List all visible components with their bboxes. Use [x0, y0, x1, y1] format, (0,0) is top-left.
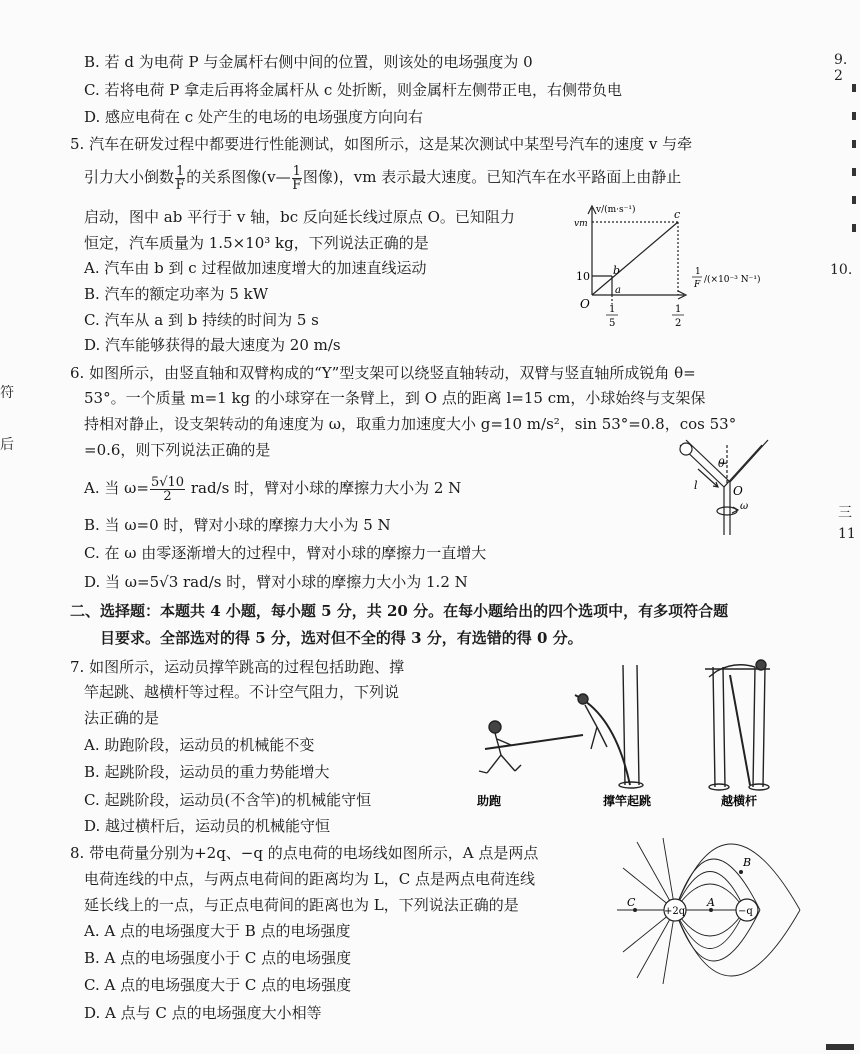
- graph-tick-1-2-num: 1: [675, 304, 682, 315]
- q4-option-c: C. 若将电荷 P 拿走后再将金属杆从 c 处折断，则金属杆左侧带正电，右侧带负电: [84, 81, 623, 99]
- q8-option-b: B. A 点的电场强度小于 C 点的电场强度: [84, 949, 352, 967]
- graph-tick-1-5-num: 1: [609, 304, 616, 315]
- graph-point-c: c: [674, 208, 681, 221]
- charge-plus-2q: +2q: [664, 906, 686, 917]
- q6-stem-line4: =0.6，则下列说法正确的是: [84, 441, 271, 459]
- bar-clearance-illustration: [705, 660, 770, 790]
- q7-option-b: B. 起跳阶段，运动员的重力势能增大: [84, 763, 330, 781]
- fig-l: l: [694, 479, 698, 492]
- fig-O: O: [733, 484, 743, 498]
- caption-run: 助跑: [477, 794, 502, 808]
- q5-option-c: C. 汽车从 a 到 b 持续的时间为 5 s: [84, 311, 319, 329]
- point-C: C: [627, 896, 636, 909]
- graph-tick-10: 10: [576, 270, 590, 283]
- edge-fragment: [852, 84, 856, 244]
- edge-fragment: 三: [838, 505, 852, 521]
- graph-origin: O: [580, 297, 590, 311]
- q4-option-b: B. 若 d 为电荷 P 与金属杆右侧中间的位置，则该处的电场强度为 0: [84, 53, 533, 71]
- graph-x-label-den: F: [694, 280, 701, 290]
- graph-tick-1-5-den: 5: [609, 318, 616, 329]
- q8-stem-line1: 8. 带电荷量分别为+2q、−q 的点电荷的电场线如图所示，A 点是两点: [70, 844, 539, 862]
- q6-option-c: C. 在 ω 由零逐渐增大的过程中，臂对小球的摩擦力一直增大: [84, 544, 487, 562]
- watermark-logo: [826, 1044, 854, 1050]
- q7-option-c: C. 起跳阶段，运动员(不含竿)的机械能守恒: [84, 791, 372, 809]
- section2-heading-line2: 目要求。全部选对的得 5 分，选对但不全的得 3 分，有选错的得 0 分。: [100, 629, 583, 647]
- edge-fragment: 9. 2: [834, 52, 848, 84]
- q6-y-frame-figure: [660, 435, 780, 540]
- q7-option-d: D. 越过横杆后，运动员的机械能守恒: [84, 817, 331, 835]
- graph-y-axis-label: v/(m·s⁻¹): [596, 205, 636, 215]
- q6-stem-line1: 6. 如图所示，由竖直轴和双臂构成的“Y”型支架可以绕竖直轴转动，双臂与竖直轴所成锐角 θ=: [70, 364, 696, 382]
- q5-v-1overF-graph: [570, 200, 790, 330]
- q8-option-c: C. A 点的电场强度大于 C 点的电场强度: [84, 976, 352, 994]
- graph-point-b: b: [613, 264, 621, 277]
- q6-option-d: D. 当 ω=5√3 rad/s 时，臂对小球的摩擦力大小为 1.2 N: [84, 573, 468, 591]
- q7-stem-line2: 竿起跳、越横杆等过程。不计空气阻力，下列说: [84, 683, 400, 701]
- q8-stem-line3: 延长线上的一点，与正点电荷间的距离也为 L，下列说法正确的是: [84, 896, 519, 914]
- edge-fragment: 11: [838, 526, 856, 542]
- point-A: A: [707, 896, 715, 909]
- q7-stem-line1: 7. 如图所示，运动员撑竿跳高的过程包括助跑、撑: [70, 658, 405, 676]
- charge-minus-q: −q: [738, 906, 753, 917]
- q5-option-d: D. 汽车能够获得的最大速度为 20 m/s: [84, 336, 341, 354]
- q4-option-d: D. 感应电荷在 c 处产生的电场的电场强度方向向右: [84, 108, 423, 126]
- fig-theta: θ: [718, 457, 725, 470]
- q8-stem-line2: 电荷连线的中点，与两点电荷间的距离均为 L，C 点是两点电荷连线: [84, 870, 535, 888]
- q7-stem-line3: 法正确的是: [84, 709, 160, 727]
- graph-x-label-num: 1: [695, 267, 701, 277]
- q5-option-a: A. 汽车由 b 到 c 过程做加速度增大的加速直线运动: [84, 259, 427, 277]
- q5-stem-line4: 恒定，汽车质量为 1.5×10³ kg，下列说法正确的是: [84, 234, 429, 252]
- q6-stem-line2: 53°。一个质量 m=1 kg 的小球穿在一条臂上，到 O 点的距离 l=15 cm，小球始终与支架保: [84, 389, 706, 407]
- runner-illustration: [479, 721, 583, 773]
- edge-fragment: 后: [0, 437, 14, 453]
- caption-takeoff: 撑竿起跳: [603, 794, 652, 808]
- q5-stem-line1: 5. 汽车在研发过程中都要进行性能测试，如图所示，这是某次测试中某型号汽车的速度 v 与牵: [70, 135, 693, 153]
- fig-omega: ω: [740, 501, 749, 512]
- edge-fragment: 符: [0, 385, 14, 401]
- q7-pole-vault-figure: [465, 655, 785, 815]
- takeoff-illustration: [575, 665, 643, 788]
- section2-heading-line1: 二、选择题：本题共 4 小题，每小题 5 分，共 20 分。在每小题给出的四个选项中，有多项符合题: [70, 602, 729, 620]
- q8-field-lines-figure: [615, 838, 805, 988]
- q5-option-b: B. 汽车的额定功率为 5 kW: [84, 285, 269, 303]
- edge-fragment: 10.: [830, 262, 853, 278]
- graph-vm-label: vm: [574, 219, 588, 229]
- q5-stem-line2: 引力大小倒数 $\frac{1}{F}$ 的关系图像(v— $\frac{1}{F}$ 图像)，vm 表示最大速度。已知汽车在水平路面上由静止: [84, 163, 682, 193]
- point-B: B: [743, 856, 752, 869]
- graph-tick-1-2-den: 2: [675, 318, 682, 329]
- graph-point-a: a: [615, 285, 621, 296]
- q6-stem-line3: 持相对静止，设支架转动的角速度为 ω，取重力加速度大小 g=10 m/s²，sin 53°=0.8，cos 53°: [84, 415, 737, 433]
- graph-x-label-unit: /(×10⁻³ N⁻¹): [704, 275, 761, 285]
- caption-clearance: 越横杆: [721, 794, 758, 808]
- q8-option-a: A. A 点的电场强度大于 B 点的电场强度: [84, 922, 351, 940]
- q7-option-a: A. 助跑阶段，运动员的机械能不变: [84, 736, 315, 754]
- q5-stem-line3: 启动，图中 ab 平行于 v 轴，bc 反向延长线过原点 O。已知阻力: [84, 208, 515, 226]
- q8-option-d: D. A 点与 C 点的电场强度大小相等: [84, 1004, 322, 1022]
- q6-option-a: A. 当 ω= $\frac{5√10}{2}$ rad/s 时，臂对小球的摩擦力大小为 2 N: [84, 474, 462, 504]
- q6-option-b: B. 当 ω=0 时，臂对小球的摩擦力大小为 5 N: [84, 516, 391, 534]
